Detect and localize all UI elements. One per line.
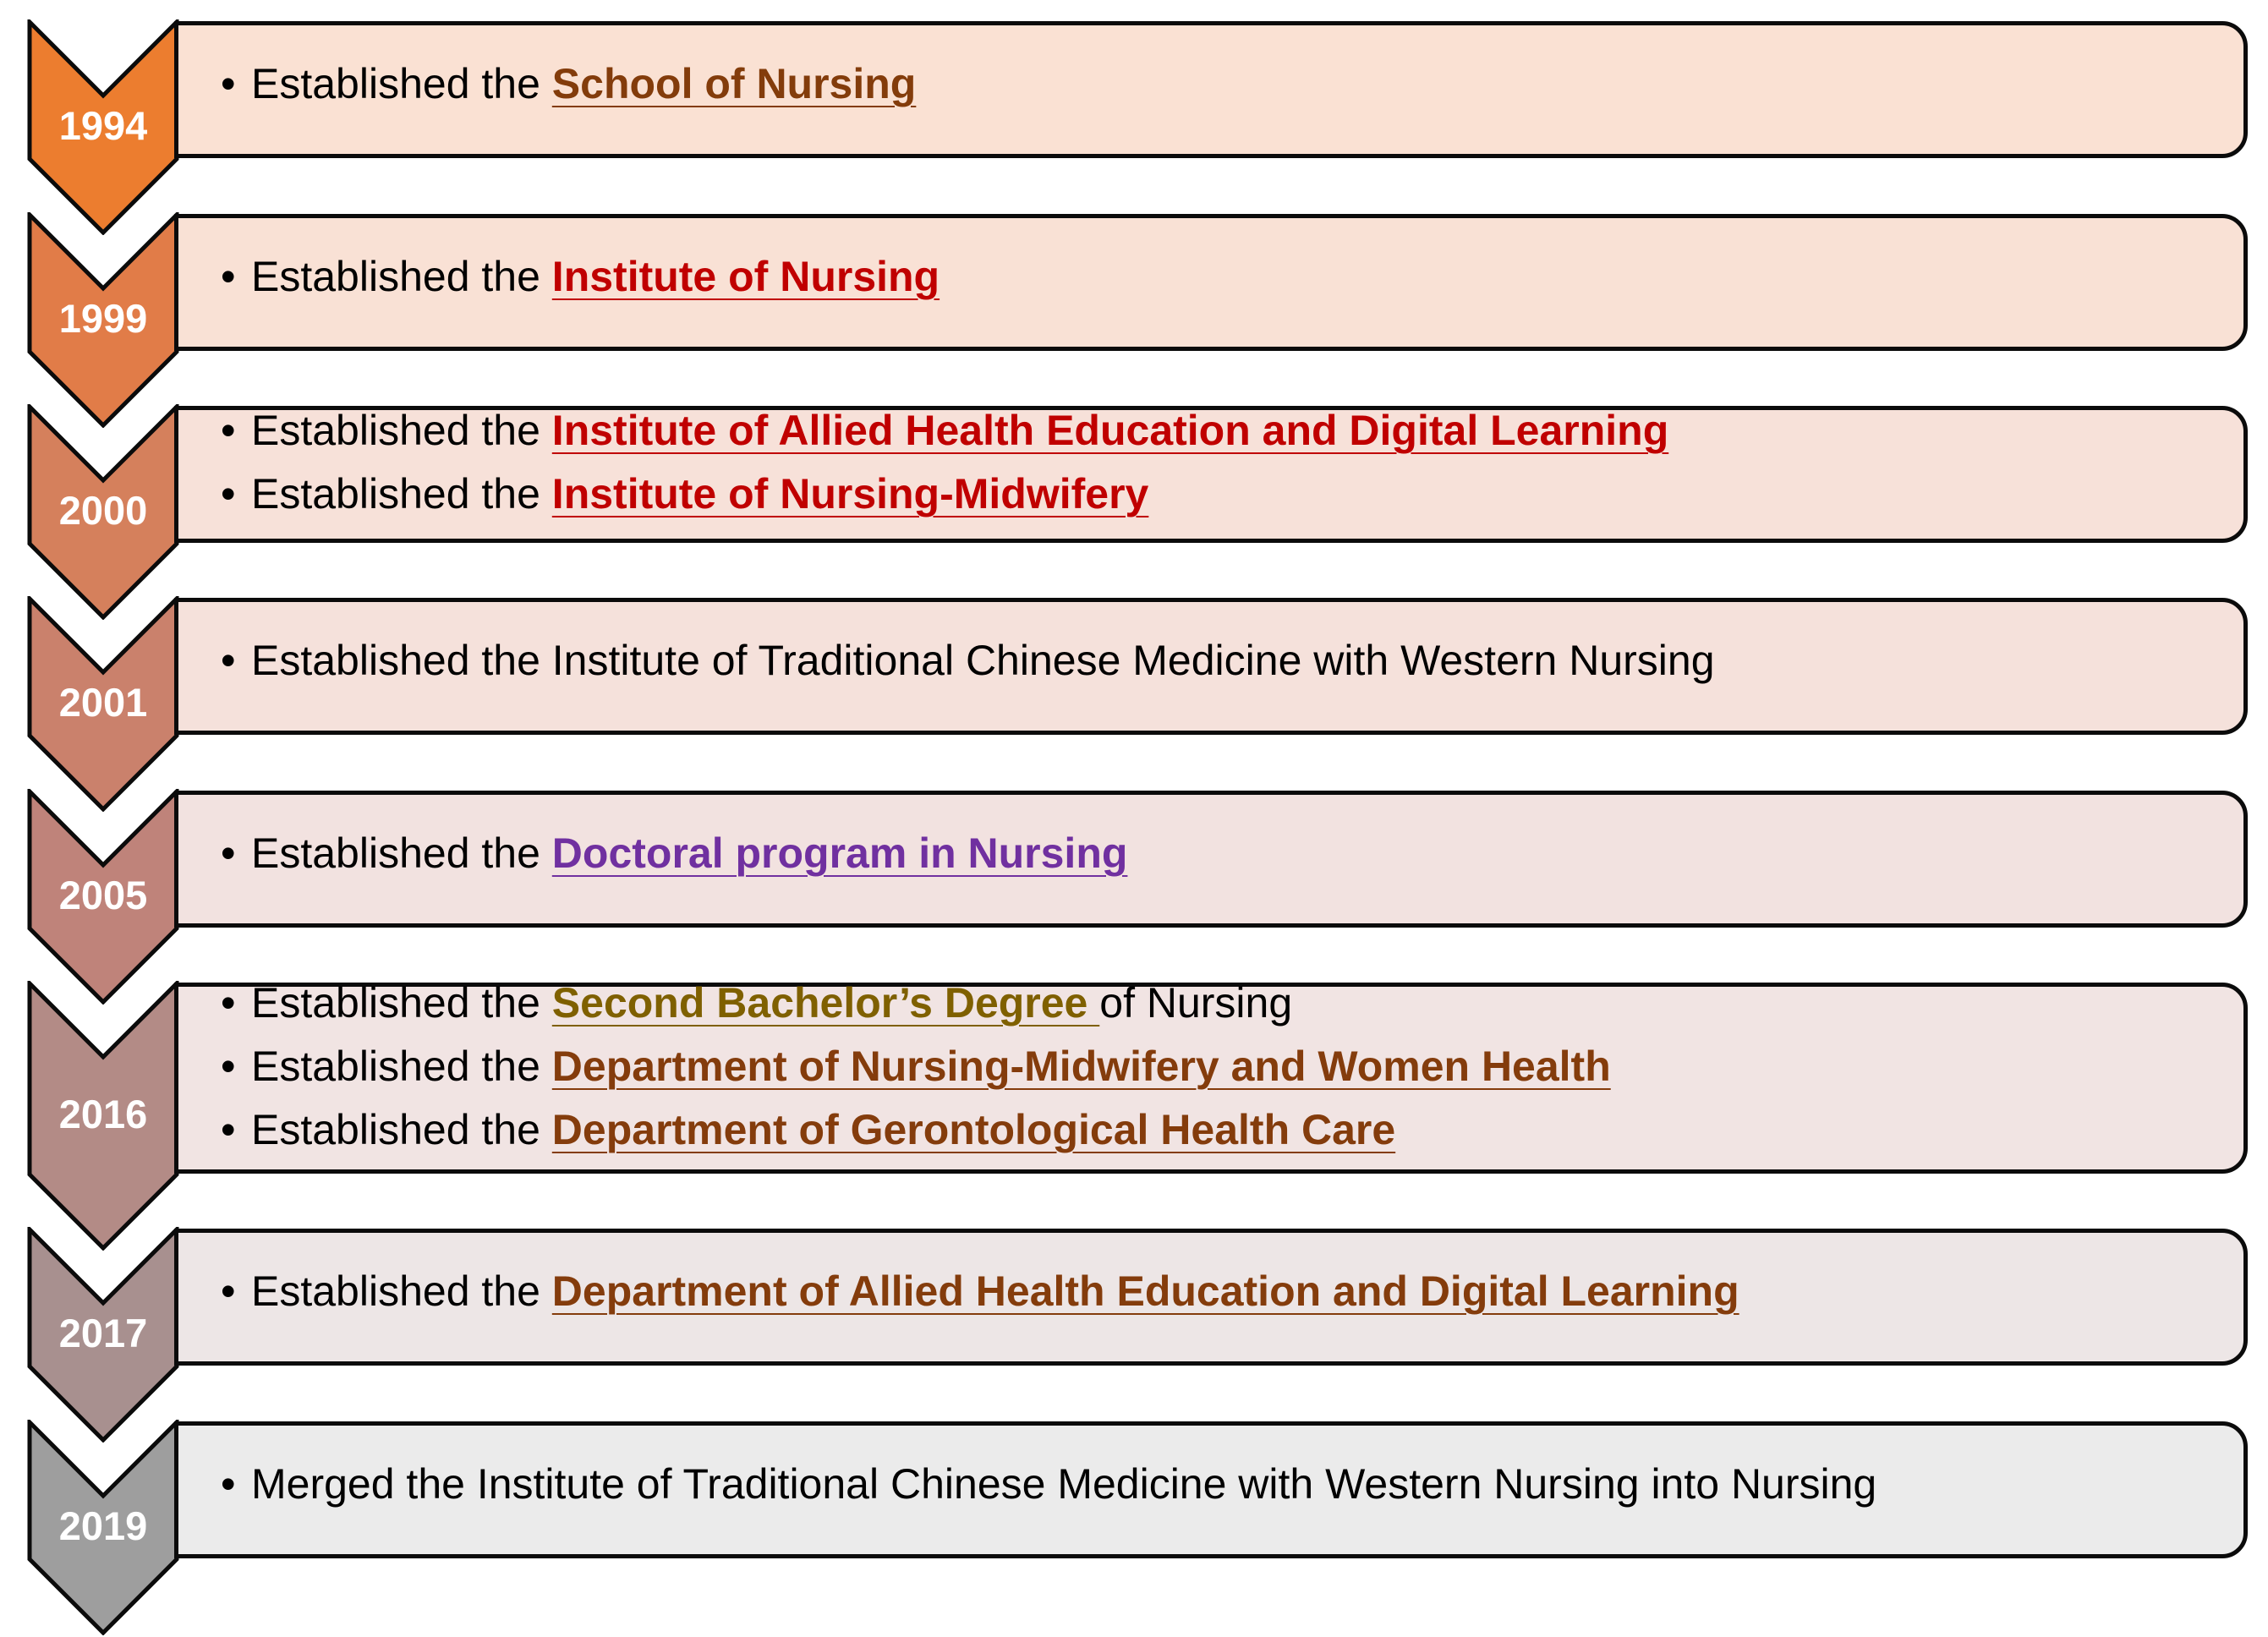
event-box (174, 791, 2248, 928)
bullet-icon: • (221, 59, 236, 107)
event-box (174, 406, 2248, 543)
event-text: Established the (251, 1267, 552, 1315)
event-highlight: Institute of Nursing (551, 252, 940, 300)
event-item (221, 822, 2243, 885)
bullet-icon: • (221, 1042, 236, 1090)
year-label: 2000 (58, 488, 148, 533)
year-label: 2001 (58, 680, 148, 725)
event-item (221, 1260, 2243, 1323)
event-item (221, 399, 2243, 463)
event-item (221, 972, 2243, 1035)
bullet-icon: • (221, 636, 236, 684)
event-text: Established the (251, 59, 552, 107)
event-item (221, 463, 2243, 526)
bullet-icon: • (221, 1267, 236, 1315)
bullet-icon: • (221, 1105, 236, 1153)
event-text: Established the (251, 470, 552, 517)
event-item (221, 629, 2243, 693)
event-box (174, 978, 2248, 1174)
timeline-row (0, 598, 2268, 813)
event-text: Established the (251, 1042, 552, 1090)
year-label: 2019 (58, 1503, 148, 1548)
year-label: 1999 (58, 296, 148, 341)
timeline-row (0, 406, 2268, 621)
event-highlight: Second Bachelor’s Degree (551, 978, 1100, 1027)
event-box (174, 214, 2248, 351)
year-label: 1994 (58, 103, 148, 148)
bullet-icon: • (221, 252, 236, 300)
event-list (178, 596, 2243, 725)
event-text: Established the (251, 829, 552, 877)
event-text: Established the (251, 252, 552, 300)
timeline-row (0, 978, 2268, 1252)
timeline-row (0, 1229, 2268, 1444)
bullet-icon: • (221, 407, 236, 454)
event-item (221, 52, 2243, 116)
event-list (178, 212, 2243, 341)
event-highlight: Department of Nursing-Midwifery and Women Health (551, 1042, 1611, 1090)
event-list (178, 19, 2243, 148)
timeline-row (0, 21, 2268, 237)
event-text: Established the (251, 407, 552, 454)
event-highlight: Department of Gerontological Health Care (551, 1105, 1396, 1153)
event-item (221, 1035, 2243, 1098)
event-text: Established the (251, 1105, 552, 1153)
bullet-icon: • (221, 470, 236, 517)
event-list (178, 789, 2243, 917)
event-highlight: Institute of Nursing-Midwifery (551, 470, 1149, 517)
timeline-row (0, 1421, 2268, 1637)
event-text: Established the Institute of Traditional Chinese Medicine with Western Nursing (251, 636, 1715, 684)
event-highlight: Department of Allied Health Education and Digital Learning (551, 1267, 1739, 1315)
event-item (221, 1098, 2243, 1162)
bullet-icon: • (221, 829, 236, 877)
event-text: Established the (251, 978, 552, 1027)
year-label: 2016 (58, 1092, 148, 1136)
year-label: 2017 (58, 1311, 148, 1355)
event-item (221, 245, 2243, 309)
event-highlight: Institute of Allied Health Education and Digital Learning (551, 407, 1669, 454)
event-text: Merged the Institute of Traditional Chinese Medicine with Western Nursing into Nursing (251, 1459, 1877, 1508)
event-highlight: Doctoral program in Nursing (551, 829, 1128, 877)
event-list (178, 1227, 2243, 1355)
event-list (178, 398, 2243, 527)
event-item (221, 1453, 2243, 1516)
event-text: of Nursing (1099, 978, 1293, 1027)
year-label: 2005 (58, 873, 148, 917)
event-box (174, 598, 2248, 735)
event-box (174, 1229, 2248, 1366)
event-list (178, 975, 2243, 1158)
event-box (174, 1421, 2248, 1558)
event-box (174, 21, 2248, 158)
bullet-icon: • (221, 978, 236, 1027)
event-list (178, 1420, 2243, 1548)
timeline-row (0, 214, 2268, 430)
event-highlight: School of Nursing (551, 59, 917, 107)
bullet-icon: • (221, 1459, 236, 1508)
